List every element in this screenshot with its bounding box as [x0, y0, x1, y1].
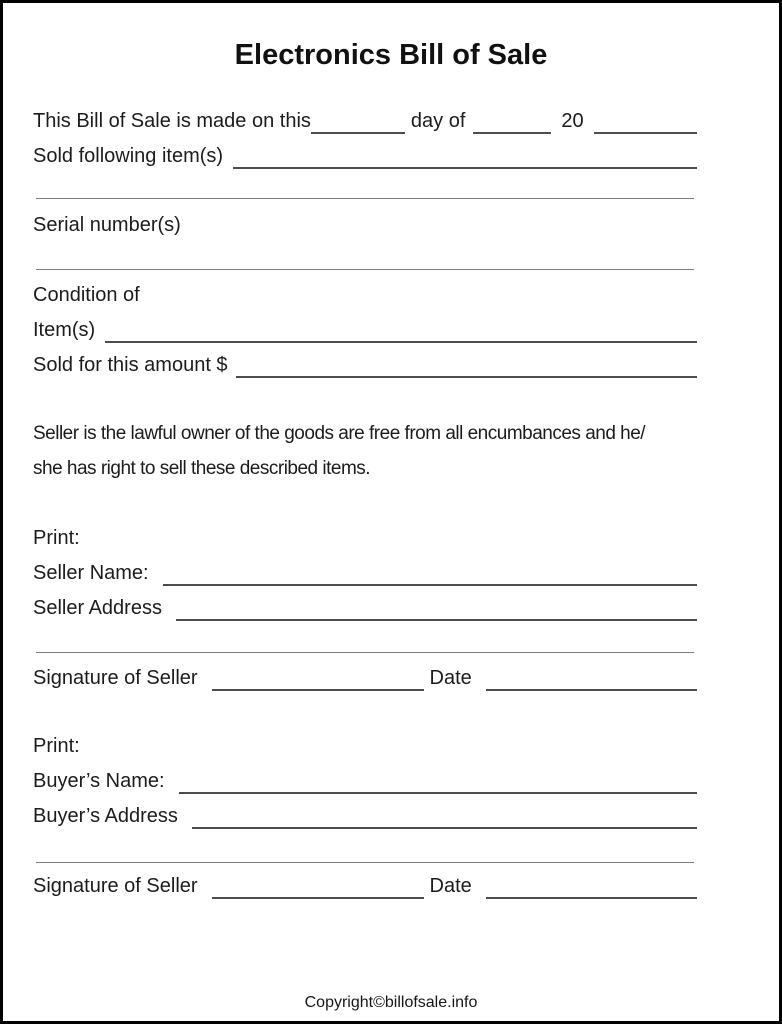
buyer-name-field[interactable]	[179, 768, 697, 794]
page-title: Electronics Bill of Sale	[234, 39, 548, 71]
seller-address-field[interactable]	[176, 595, 697, 621]
seller-signature-label: Signature of Seller	[33, 667, 198, 689]
seller-address-row	[33, 591, 697, 626]
seller-address-label: Seller Address	[33, 597, 162, 619]
buyer-address-row	[33, 799, 697, 834]
ownership-clause	[33, 416, 733, 486]
day-field[interactable]	[311, 108, 405, 134]
condition-field[interactable]	[105, 317, 697, 343]
buyer-signature-label: Signature of Seller	[33, 875, 198, 897]
condition-label-line2: Item(s)	[33, 319, 96, 341]
buyer-date-field[interactable]	[486, 873, 697, 899]
buyer-address-field[interactable]	[192, 803, 697, 829]
amount-label: Sold for this amount $	[33, 354, 228, 376]
seller-name-row	[33, 556, 697, 591]
ownership-clause-line2: she has right to sell these described items.	[33, 458, 371, 479]
seller-signature-row	[33, 661, 697, 696]
sold-items-field[interactable]	[233, 143, 697, 169]
serial-row	[33, 208, 697, 243]
seller-print-label: Print:	[33, 527, 80, 549]
seller-print-row	[33, 521, 697, 556]
seller-name-field[interactable]	[163, 560, 697, 586]
sold-items-row	[33, 139, 697, 174]
buyer-name-row	[33, 764, 697, 799]
seller-date-label: Date	[429, 667, 472, 689]
seller-date-field[interactable]	[486, 665, 697, 691]
made-on-row	[33, 104, 697, 139]
buyer-signature-field[interactable]	[212, 873, 424, 899]
buyer-date-label: Date	[429, 875, 472, 897]
seller-address-continuation-line[interactable]	[36, 652, 694, 653]
buyer-address-label: Buyer’s Address	[33, 805, 178, 827]
condition-row-1	[33, 278, 697, 313]
buyer-print-row	[33, 729, 697, 764]
amount-field[interactable]	[236, 352, 697, 378]
ownership-clause-line1: Seller is the lawful owner of the goods are free from all encumbances and he/	[33, 423, 646, 444]
sold-items-label: Sold following item(s)	[33, 145, 224, 167]
buyer-signature-row	[33, 869, 697, 904]
seller-signature-field[interactable]	[212, 665, 424, 691]
amount-row	[33, 348, 697, 383]
buyer-name-label: Buyer’s Name:	[33, 770, 165, 792]
serial-field-line[interactable]	[36, 269, 694, 270]
buyer-address-continuation-line[interactable]	[36, 862, 694, 863]
buyer-print-label: Print:	[33, 735, 80, 757]
year-prefix-label: 20	[561, 110, 584, 132]
condition-label-line1: Condition of	[33, 284, 140, 306]
serial-label: Serial number(s)	[33, 214, 181, 236]
seller-name-label: Seller Name:	[33, 562, 149, 584]
year-field[interactable]	[594, 108, 697, 134]
condition-row-2	[33, 313, 697, 348]
day-of-label: day of	[410, 110, 466, 132]
made-on-label: This Bill of Sale is made on this	[33, 110, 311, 132]
sold-items-continuation-line[interactable]	[36, 198, 694, 199]
footer-copyright: Copyright©billofsale.info	[304, 994, 478, 1011]
month-field[interactable]	[473, 108, 551, 134]
